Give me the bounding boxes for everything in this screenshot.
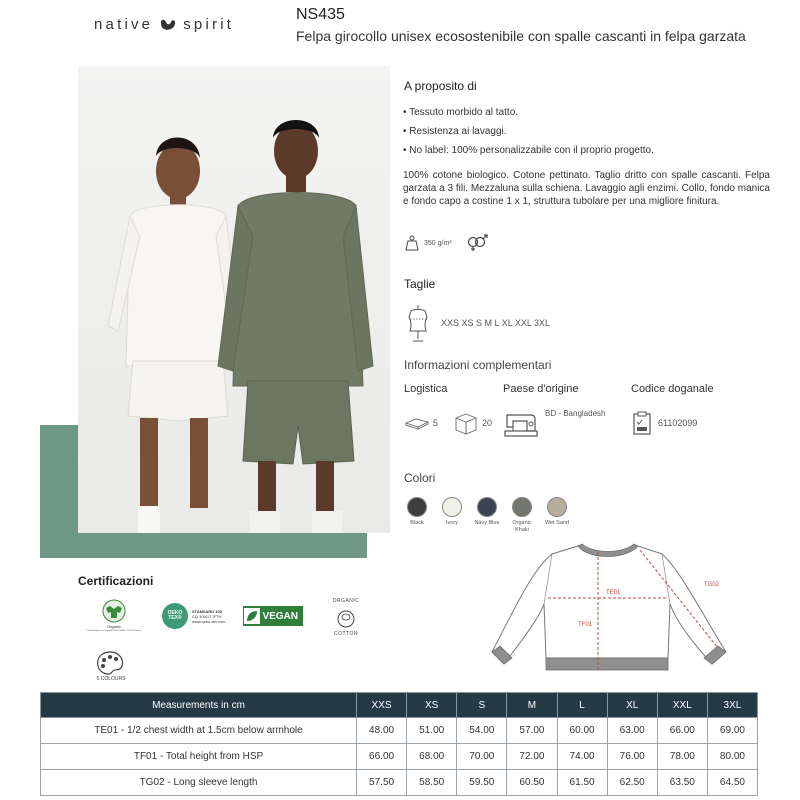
fabric-weight	[404, 234, 488, 252]
size-header: M	[507, 693, 557, 718]
measure-cell: 54.00	[457, 718, 507, 744]
color-swatch[interactable]	[542, 497, 572, 534]
feature-list	[403, 103, 654, 160]
size-diagram	[490, 540, 732, 676]
measure-cell: 57.00	[507, 718, 557, 744]
size-header: XS	[407, 693, 457, 718]
carton-icon	[453, 410, 479, 436]
sizes-title: Taglie	[404, 277, 436, 291]
size-header: 3XL	[707, 693, 757, 718]
measure-label: TE01 - 1/2 chest width at 1.5cm below armhole	[41, 718, 357, 744]
color-dot	[407, 497, 427, 517]
sweater-outline	[492, 544, 726, 670]
origin-value: BD - Bangladesh	[545, 409, 606, 418]
oeko-url: www.oeko-tex.com	[192, 618, 226, 624]
brand-name-right: spirit	[183, 16, 235, 33]
product-photo	[78, 66, 390, 533]
colours-count: 5 COLOURS	[96, 676, 126, 682]
feature-item: • No label: 100% personalizzabile con il proprio progetto.	[403, 145, 654, 156]
te01-label: TE01	[606, 590, 621, 596]
oeko-tex-badge	[161, 602, 226, 630]
size-header: XXL	[657, 693, 707, 718]
measure-cell: 60.00	[557, 718, 607, 744]
table-header-row	[41, 693, 758, 718]
tf01-label: TF01	[578, 622, 593, 628]
small-pack-icon	[404, 415, 430, 431]
pack-small-count: 5	[433, 418, 439, 428]
sizes-list: XXS XS S M L XL XXL 3XL	[441, 318, 551, 328]
leaf-logo-icon	[159, 18, 177, 32]
measure-cell: 58.50	[407, 770, 457, 796]
color-name: Navy Blue	[474, 520, 500, 526]
logistics-label: Logistica	[404, 383, 448, 395]
feature-item: • Tessuto morbido al tatto.	[403, 107, 519, 118]
organic-cotton-top: ORGANIC	[332, 598, 360, 604]
brand-logo	[94, 16, 234, 33]
color-dot	[477, 497, 497, 517]
oeko-tex-name: OEKO TEX®	[167, 610, 183, 621]
oeko-code: CQ 1091/7 IFTH	[192, 613, 222, 619]
measure-cell: 63.00	[607, 718, 657, 744]
measure-cell: 72.00	[507, 744, 557, 770]
brand-name-left: native	[94, 16, 154, 33]
color-dot	[442, 497, 462, 517]
measure-cell: 61.50	[557, 770, 607, 796]
measure-cell: 64.50	[707, 770, 757, 796]
origin-label: Paese d'origine	[503, 383, 579, 395]
mannequin-icon	[403, 303, 433, 343]
color-name: Black	[410, 520, 424, 526]
measure-cell: 74.00	[557, 744, 607, 770]
table-row	[41, 770, 758, 796]
tg02-label: TG02	[704, 582, 720, 588]
organic-caption: Organic	[106, 624, 122, 629]
oeko-standard: STANDARD 100	[192, 608, 222, 614]
measure-cell: 63.50	[657, 770, 707, 796]
certifications-title: Certificazioni	[78, 574, 154, 588]
vegan-leaf-icon	[244, 608, 260, 624]
color-swatch[interactable]	[472, 497, 502, 534]
info-title: Informazioni complementari	[404, 358, 552, 372]
measure-cell: 69.00	[707, 718, 757, 744]
color-swatch[interactable]	[402, 497, 432, 534]
customs-label: Codice doganale	[631, 383, 714, 395]
sewing-machine-icon	[503, 409, 539, 439]
color-dot	[547, 497, 567, 517]
size-header: XXS	[357, 693, 407, 718]
color-dot	[512, 497, 532, 517]
measure-cell: 60.50	[507, 770, 557, 796]
measurements-table	[40, 692, 758, 796]
sizes-row	[403, 303, 550, 343]
measure-cell: 51.00	[407, 718, 457, 744]
feature-item: • Resistenza ai lavaggi.	[403, 126, 507, 137]
about-title: A proposito di	[404, 79, 477, 93]
table-row	[41, 718, 758, 744]
measure-cell: 62.50	[607, 770, 657, 796]
color-name: Ivory	[446, 520, 458, 526]
product-code: NS435	[296, 6, 345, 23]
table-row	[41, 744, 758, 770]
measure-label: TF01 - Total height from HSP	[41, 744, 357, 770]
measure-cell: 66.00	[657, 718, 707, 744]
measure-cell: 78.00	[657, 744, 707, 770]
organic-fine-print: Certified by Ecocert Greenlife 831-7959666 / TOPTEX France	[86, 630, 142, 632]
colors-title: Colori	[404, 471, 436, 485]
size-header: L	[557, 693, 607, 718]
color-swatches	[402, 497, 572, 534]
color-swatch[interactable]	[507, 497, 537, 534]
unisex-icon	[466, 234, 488, 252]
origin-row	[503, 409, 605, 439]
palette-icon	[94, 650, 126, 676]
product-description: 100% cotone biologico. Cotone pettinato. Taglio dritto con spalle cascanti. Felpa garzata a 3 fili. Mezzaluna sulla schiena. Lavaggio agli enzimi. Collo, fondo manica e fondo capo a costine 1 x 1, struttura tubolare per una migliore finitura.	[403, 170, 770, 207]
customs-clipboard-icon	[632, 410, 652, 436]
measure-cell: 80.00	[707, 744, 757, 770]
product-subtitle: Felpa girocollo unisex ecosostenibile con spalle cascanti in felpa garzata	[296, 28, 746, 44]
fabric-weight-value: 350 g/m²	[424, 239, 452, 247]
measure-cell: 68.00	[407, 744, 457, 770]
size-header: S	[457, 693, 507, 718]
color-name: Organic Khaki	[512, 520, 532, 533]
measure-cell: 59.50	[457, 770, 507, 796]
measure-cell: 76.00	[607, 744, 657, 770]
measure-cell: 57.50	[357, 770, 407, 796]
measure-label: TG02 - Long sleeve length	[41, 770, 357, 796]
color-name: Wet Sand	[544, 520, 570, 526]
measure-cell: 66.00	[357, 744, 407, 770]
weight-icon	[404, 235, 420, 251]
color-swatch[interactable]	[437, 497, 467, 534]
vegan-label: VEGAN	[262, 610, 298, 622]
organic-certification-badge	[92, 598, 136, 642]
logistics-row	[404, 410, 492, 436]
measure-cell: 70.00	[457, 744, 507, 770]
customs-row	[632, 410, 697, 436]
organic-cotton-bottom: COTTON	[333, 631, 359, 637]
customs-code: 61102099	[658, 418, 698, 428]
pack-large-count: 20	[482, 418, 493, 428]
table-header-label: Measurements in cm	[41, 693, 357, 718]
measure-cell: 48.00	[357, 718, 407, 744]
size-header: XL	[607, 693, 657, 718]
